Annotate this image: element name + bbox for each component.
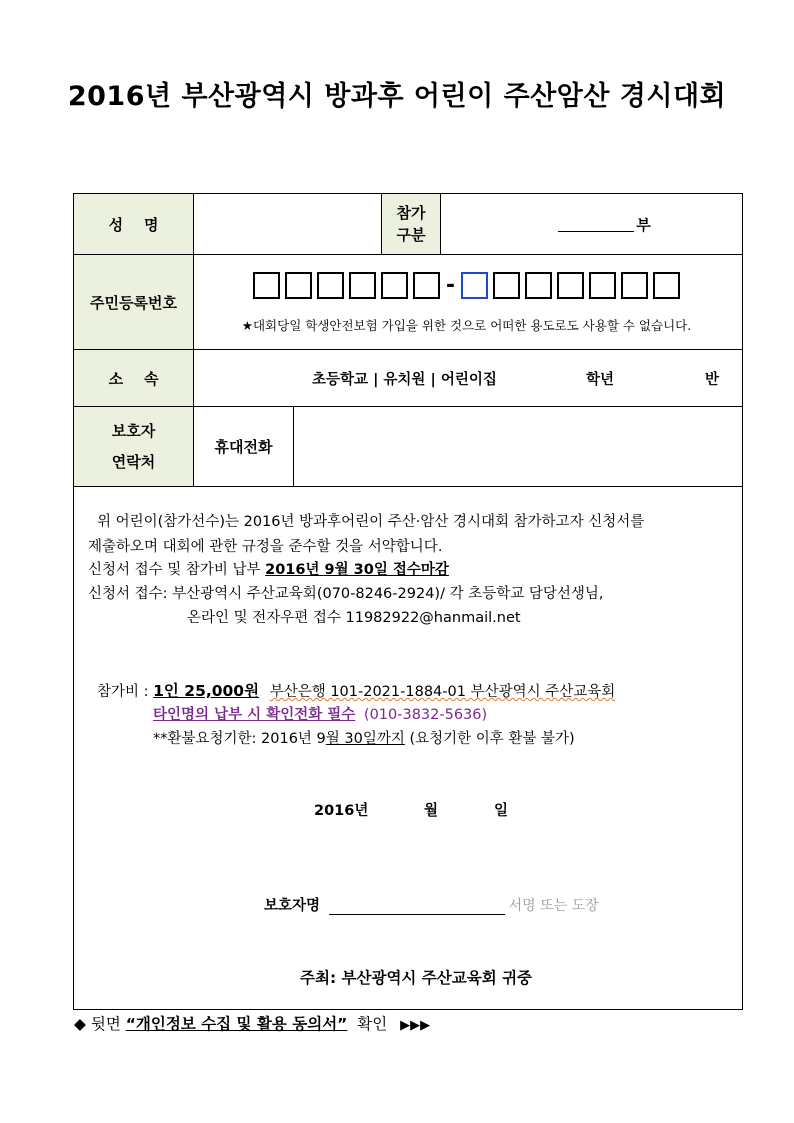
- submit-line: 신청서 접수: 부산광역시 주산교육회(070-8246-2924)/ 각 초등학교 담당선생님,: [88, 586, 604, 602]
- refund-date: 월 30일까지: [325, 731, 405, 747]
- pledge-line-2: 제출하오며 대회에 관한 규정을 준수할 것을 서약합니다.: [88, 539, 443, 555]
- id-digit-box[interactable]: [253, 272, 280, 299]
- signature-field[interactable]: [329, 900, 505, 915]
- name-label: 성 명: [74, 194, 193, 254]
- other-payer-notice: 타인명의 납부 시 확인전화 필수: [153, 707, 356, 723]
- date-year: 2016년: [314, 803, 369, 819]
- category-label-line1: 참가: [396, 204, 426, 222]
- guardian-label-line2: 연락처: [111, 452, 156, 471]
- id-digit-box[interactable]: [317, 272, 344, 299]
- phone-label: 휴대전화: [214, 438, 273, 456]
- id-digit-box[interactable]: [621, 272, 648, 299]
- id-digit-box[interactable]: [557, 272, 584, 299]
- grade-label: 학년: [586, 372, 615, 388]
- date-month: 월: [424, 803, 439, 819]
- pledge-line-1: 위 어린이(참가선수)는 2016년 방과후어린이 주산·암산 경시대회 참가하고자 신청서를: [97, 514, 645, 530]
- guardian-signature-line: [264, 894, 599, 915]
- triple-arrow-icon: ▶▶▶: [400, 1018, 431, 1033]
- id-number-label: 주민등록번호: [74, 255, 193, 349]
- id-digit-box[interactable]: [285, 272, 312, 299]
- other-payer-phone: (010-3832-5636): [363, 707, 488, 723]
- id-digit-box[interactable]: [349, 272, 376, 299]
- fee-amount: 1인 25,000원: [153, 682, 260, 700]
- guardian-name-label: 보호자명: [264, 898, 321, 914]
- guardian-label-line1: 보호자: [111, 421, 156, 440]
- category-suffix: 부: [636, 215, 651, 234]
- id-digit-box[interactable]: [493, 272, 520, 299]
- signature-hint: 서명 또는 도장: [508, 898, 599, 914]
- affiliation-label: 소 속: [74, 350, 193, 406]
- category-blank: [558, 217, 634, 232]
- category-field[interactable]: [441, 194, 742, 254]
- id-digit-box-active[interactable]: [461, 272, 488, 299]
- category-label-line2: 구분: [396, 226, 426, 244]
- fee-account: 부산은행 101-2021-1884-01 부산광역시 주산교육회: [269, 684, 616, 700]
- host-line: 주최: 부산광역시 주산교육회 귀중: [300, 969, 533, 987]
- refund-line: [153, 727, 575, 748]
- date-day: 일: [494, 803, 509, 819]
- deadline-value: 2016년 9월 30일 접수마감: [265, 562, 449, 578]
- id-digit-box[interactable]: [653, 272, 680, 299]
- id-digit-box[interactable]: [381, 272, 408, 299]
- diamond-bullet-icon: ◆: [74, 1015, 86, 1033]
- footer-prefix: 뒷면: [90, 1015, 126, 1033]
- id-digit-box[interactable]: [589, 272, 616, 299]
- category-label: [382, 194, 440, 254]
- page-title: 2016년 부산광역시 방과후 어린이 주산암산 경시대회: [67, 81, 727, 112]
- guardian-contact-label: [74, 407, 193, 486]
- fee-line: [97, 679, 615, 701]
- row-divider: [74, 486, 742, 487]
- deadline-line: [88, 558, 449, 579]
- refund-suffix: (요청기한 이후 환불 불가): [404, 731, 575, 747]
- back-page-notice: [74, 1012, 430, 1034]
- footer-suffix: 확인: [347, 1015, 388, 1033]
- name-field[interactable]: [194, 194, 381, 254]
- id-number-boxes: [190, 272, 743, 299]
- affiliation-options: 초등학교 | 유치원 | 어린이집: [312, 372, 497, 388]
- id-digit-box[interactable]: [525, 272, 552, 299]
- online-line: 온라인 및 전자우편 접수 11982922@hanmail.net: [187, 610, 521, 626]
- refund-prefix: **환불요청기한: 2016년 9: [153, 731, 326, 747]
- id-number-note: ★대회당일 학생안전보험 가입을 위한 것으로 어떠한 용도로도 사용할 수 없습니다.: [241, 318, 692, 333]
- fee-label: 참가비 :: [97, 684, 154, 700]
- id-dash: -: [445, 273, 456, 298]
- affiliation-field[interactable]: [194, 350, 742, 406]
- id-digit-box[interactable]: [413, 272, 440, 299]
- class-label: 반: [705, 372, 720, 388]
- phone-field[interactable]: [294, 407, 742, 486]
- other-payer-line: [153, 703, 487, 724]
- consent-form-reference: “개인정보 수집 및 활용 동의서”: [125, 1015, 348, 1033]
- deadline-prefix: 신청서 접수 및 참가비 납부: [88, 562, 266, 578]
